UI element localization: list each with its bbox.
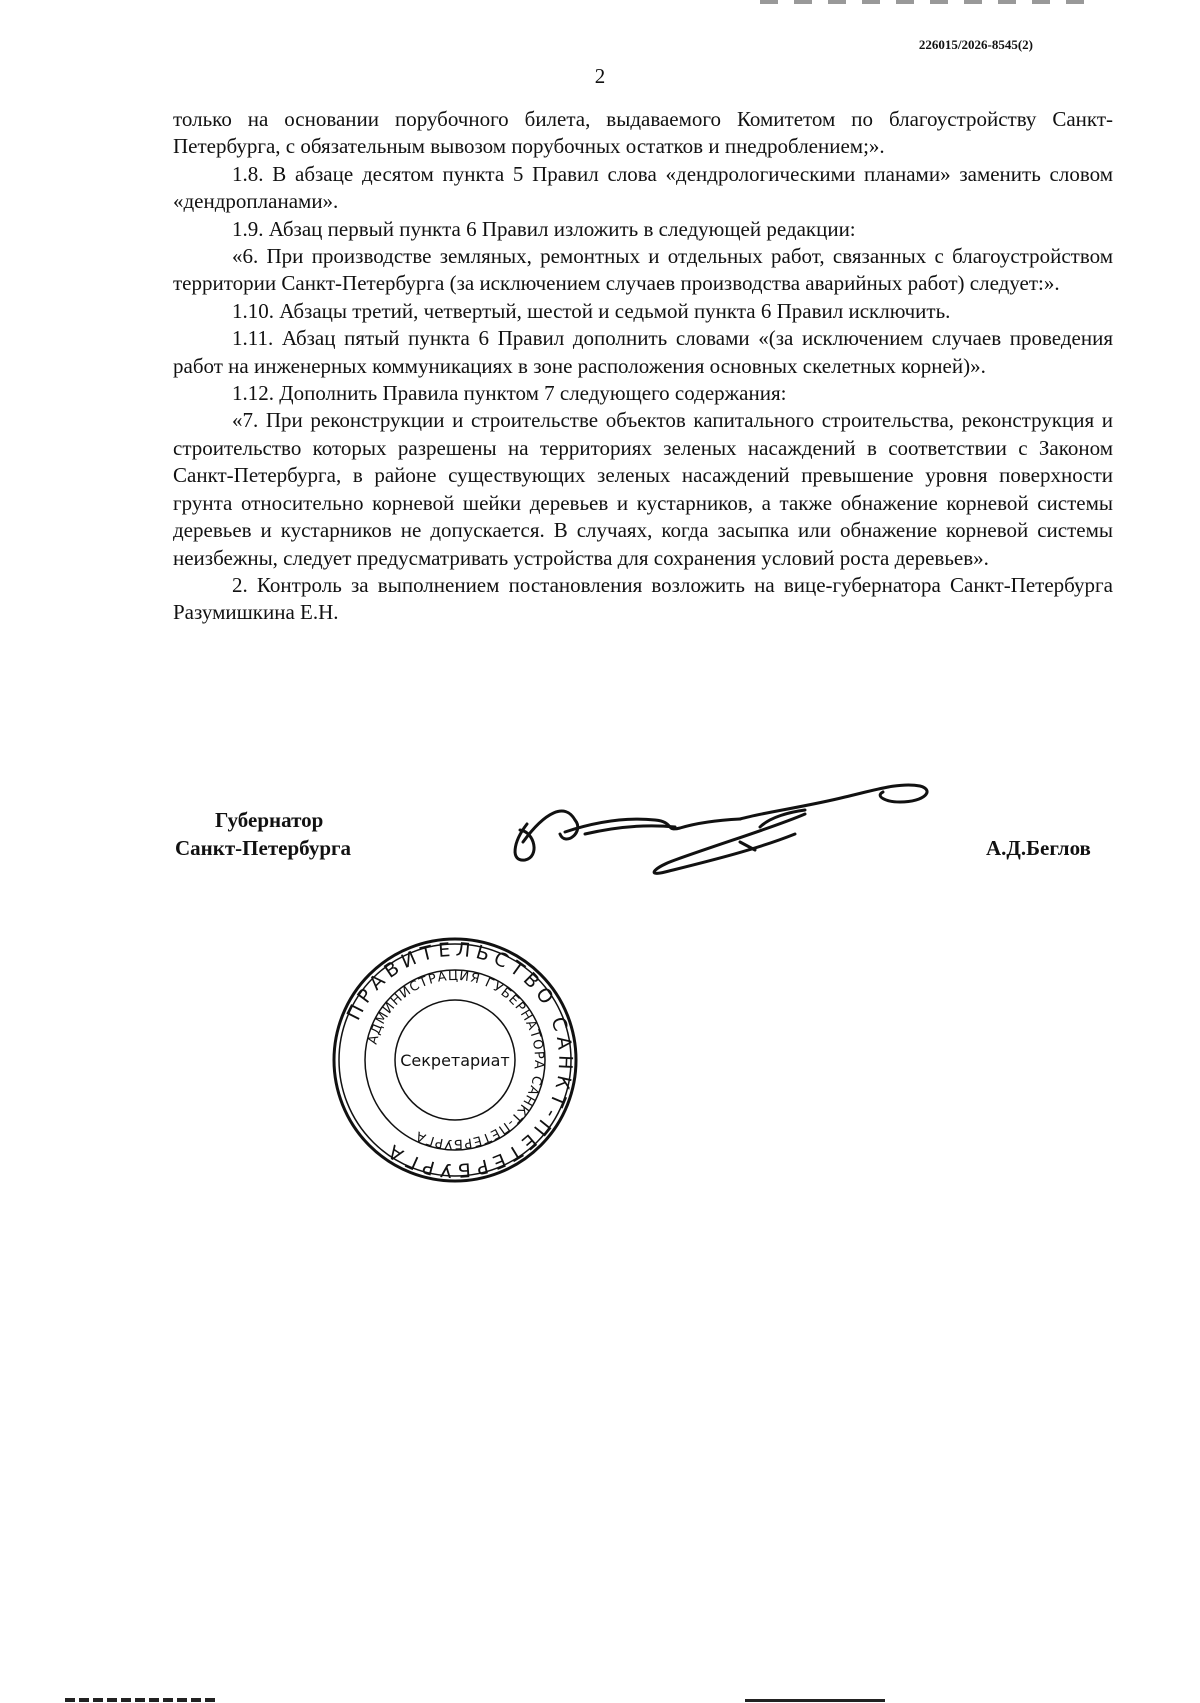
page-number: 2 bbox=[594, 64, 606, 88]
scan-artifact-bottom-right bbox=[745, 1699, 885, 1702]
paragraph: «7. При реконструкции и строительстве объектов капитального строительства, реконструкция и строительство которых разрешены на территориях зеленых насаждений в соответствии с Законом Санкт-Петербурга, в районе существующих зеленых насаждений превышение уровня поверхности грунта относительно корневой шейки деревьев и кустарников, а также обнажение корневой системы деревьев и кустарников не допускается. В случаях, когда засыпка или обнажение корневой системы неизбежны, следует предусматривать устройства для сохранения условий роста деревьев». bbox=[173, 408, 1113, 570]
signatory-title-line1: Губернатор bbox=[215, 808, 324, 832]
paragraph: только на основании порубочного билета, выдаваемого Комитетом по благоустройству Санкт-Петербурга, с обязательным вывозом порубочных остатков и пнедроблением;». bbox=[173, 107, 1113, 159]
paragraph: 1.11. Абзац пятый пункта 6 Правил дополнить словами «(за исключением случаев проведения работ на инженерных коммуникациях в зоне расположения основных скелетных корней)». bbox=[173, 326, 1113, 378]
paragraph: 1.10. Абзацы третий, четвертый, шестой и седьмой пункта 6 Правил исключить. bbox=[232, 298, 951, 323]
seal-inner-text: АДМИНИСТРАЦИЯ ГУБЕРНАТОРА САНКТ-ПЕТЕРБУРГА bbox=[365, 968, 547, 1152]
scan-artifact-bottom-left bbox=[65, 1698, 215, 1702]
paragraph: 2. Контроль за выполнением постановления возложить на вице-губернатора Санкт-Петербурга Разумишкина Е.Н. bbox=[173, 572, 1113, 625]
official-seal bbox=[330, 935, 580, 1185]
paragraph: 1.8. В абзаце десятом пункта 5 Правил слова «дендрологическими планами» заменить словом «дендропланами». bbox=[173, 161, 1113, 214]
handwritten-signature bbox=[505, 772, 945, 882]
paragraph: 1.9. Абзац первый пункта 6 Правил изложить в следующей редакции: bbox=[232, 216, 856, 241]
document-number: 226015/2026-8545(2) bbox=[918, 37, 1033, 52]
signatory-title bbox=[175, 806, 351, 862]
paragraph: 1.12. Дополнить Правила пунктом 7 следующего содержания: bbox=[232, 381, 787, 406]
paragraph: «6. При производстве земляных, ремонтных и отдельных работ, связанных с благоустройством территории Санкт-Петербурга (за исключением случаев производства аварийных работ) следует:». bbox=[173, 244, 1113, 296]
seal-center-text: Секретариат bbox=[400, 1051, 510, 1070]
scan-artifact-top bbox=[760, 0, 1090, 4]
signatory-title-line2: Санкт-Петербурга bbox=[175, 836, 352, 860]
seal-outer-text: ПРАВИТЕЛЬСТВО САНКТ-ПЕТЕРБУРГА bbox=[342, 938, 577, 1182]
signatory-name: А.Д.Беглов bbox=[986, 836, 1091, 860]
document-body bbox=[173, 106, 1113, 627]
